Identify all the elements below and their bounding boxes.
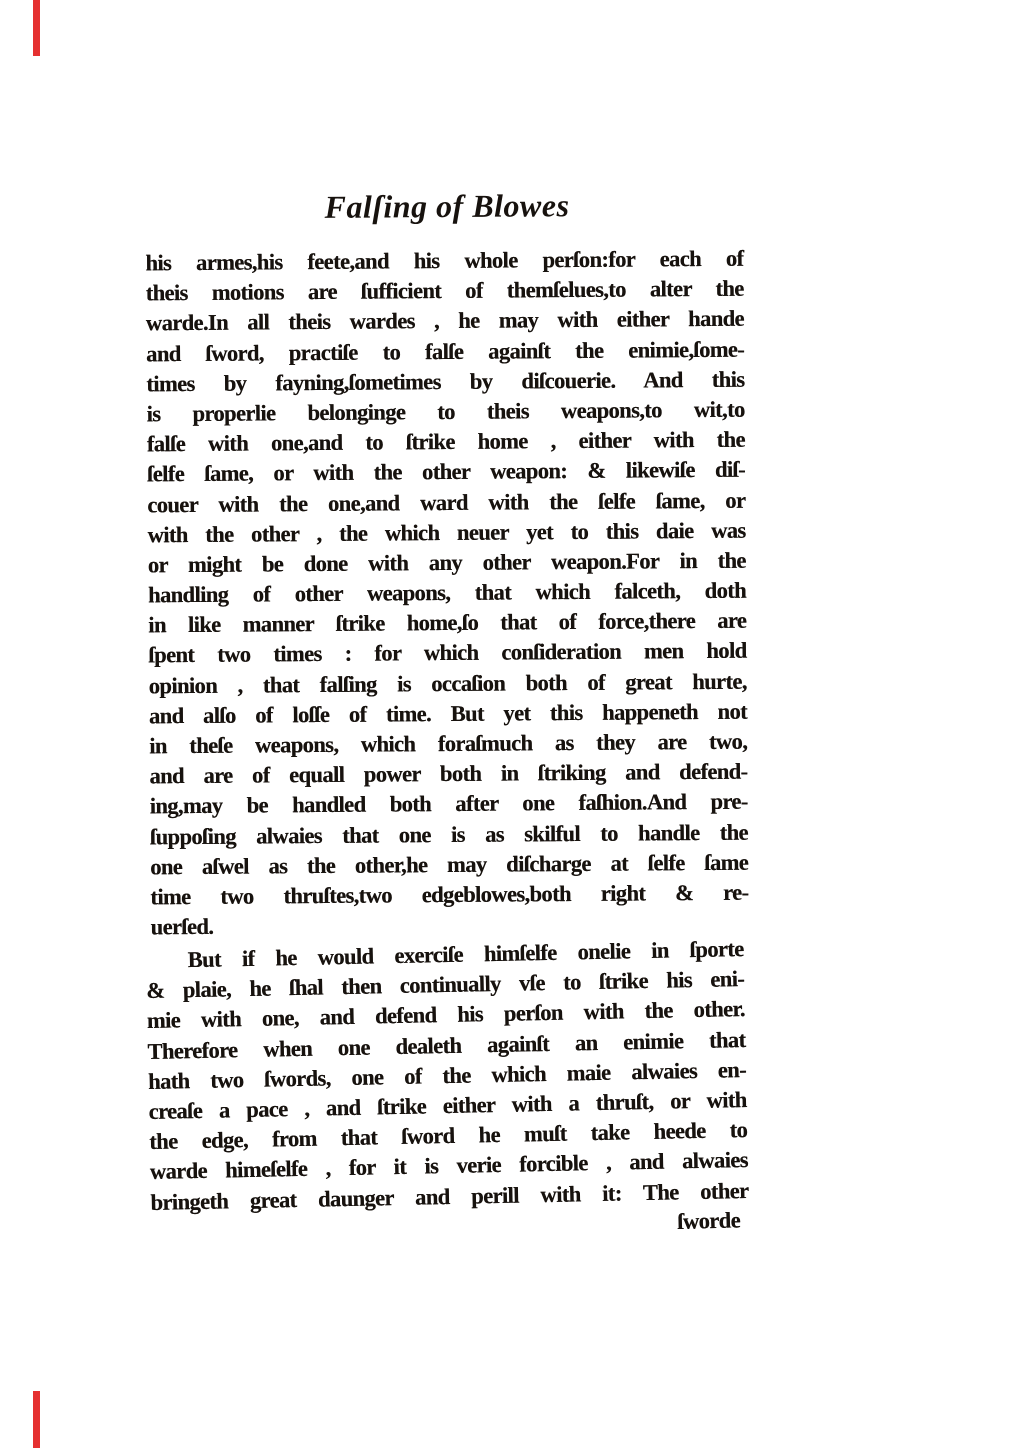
text-line: theis motions are ſufficient of themſelues,to alter the: [145, 275, 744, 306]
text-line: couer with the one,and ward with the ſelfe ſame, or: [147, 487, 746, 517]
text-line: ing,may be handled both after one faſhion.And pre-: [149, 789, 748, 819]
text-line: But if he would exerciſe himſelfe onelie in ſporte: [187, 936, 744, 973]
text-line: is properlie belonginge to theis weapons,to wit,to: [146, 396, 745, 427]
text-line: times by fayning,ſometimes by diſcouerie. And this: [146, 366, 745, 397]
catchword: ſworde: [676, 1207, 741, 1234]
text-line: his armes,his feete,and his whole perſon:for each of: [145, 245, 744, 276]
text-line: handling of other weapons, that which falceth, doth: [147, 577, 747, 608]
text-line: the edge, from that ſword he muſt take heede to: [149, 1117, 748, 1155]
text-line: bringeth great daunger and perill with it: The other: [150, 1177, 749, 1215]
paragraph: [145, 934, 748, 1218]
text-line: time two thruſtes,two edgeblowes,both right & re-: [150, 879, 749, 910]
text-line: hath two ſwords, one of the which maie alwaies en-: [147, 1057, 747, 1095]
text-line: opinion , that falſing is occaſion both of great hurte,: [148, 668, 747, 698]
text-line: and are of equall power both in ſtriking and defend-: [149, 758, 748, 789]
text-line: ſuppoſing alwaies that one is as skilful to handle the: [149, 819, 748, 849]
text-line: with the other , the which neuer yet to this daie was: [147, 517, 746, 548]
text-line: ſpent two times : for which conſideration men hold: [148, 638, 747, 668]
paragraph: [145, 244, 748, 943]
text-line: and ſword, practiſe to falſe againſt the enimie,ſome-: [146, 336, 745, 366]
text-line: falſe with one,and to ſtrike home , either with the: [146, 426, 745, 457]
text-line: in like manner ſtrike home,ſo that of force,there are: [148, 607, 747, 638]
text-line: creaſe a pace , and ſtrike either with a thruſt, or with: [148, 1087, 747, 1125]
text-line: or might be done with any other weapon.For in the: [147, 547, 746, 578]
text-line: warde himeſelfe , for it is verie forcible , and alwaies: [149, 1147, 748, 1185]
body-text: [145, 245, 749, 1215]
text-column: [145, 187, 749, 1243]
running-title: Falſing of Blowes: [324, 187, 570, 225]
text-line: Therefore when one dealeth againſt an enimie that: [147, 1026, 746, 1064]
scan-edge-mark-top: [33, 0, 40, 56]
text-line: warde.In all theis wardes , he may with either hande: [145, 306, 744, 336]
scan-edge-mark-bottom: [33, 1391, 40, 1448]
text-line: mie with one, and defend his perſon with the other.: [146, 996, 745, 1034]
text-line: and alſo of loſſe of time. But yet this happeneth not: [148, 698, 748, 729]
text-line: & plaie, he ſhal then continually vſe to ſtrike his eni-: [145, 966, 745, 1004]
text-line: ſelfe ſame, or with the other weapon: & likewiſe diſ-: [146, 456, 746, 487]
text-line: in theſe weapons, which foraſmuch as they are two,: [149, 728, 748, 759]
text-line: one aſwel as the other,he may diſcharge at ſelfe ſame: [150, 849, 749, 880]
text-line: uerſed.: [150, 913, 214, 940]
